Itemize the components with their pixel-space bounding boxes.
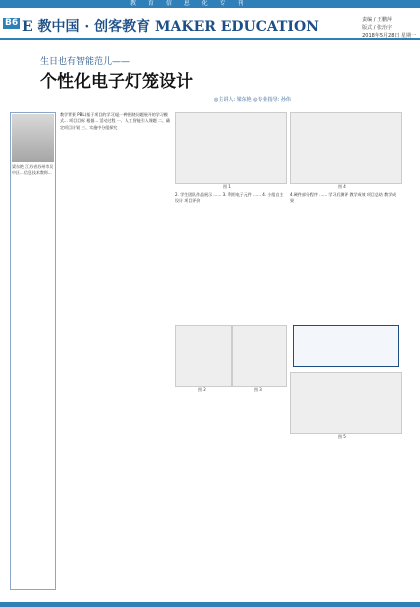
editor: 责编 / 王鹏萍 <box>362 17 392 23</box>
column-1: 教学背景 PBL(基于项目的学习)是一种围绕问题展开的学习模式... 项目目标 根据... 活动过程 一、人工智能引入课题 二、确定项目计划 三、实施中分组探究 <box>60 112 170 130</box>
figure-1 <box>175 112 287 184</box>
figure-5 <box>290 372 402 434</box>
page-number: B6 <box>5 18 19 28</box>
article-title: 个性化电子灯笼设计 <box>40 72 193 92</box>
header-info <box>362 16 416 40</box>
weekday: 星期一 <box>400 33 416 39</box>
band-title: 教 育 信 息 化 专 刊 <box>130 0 249 7</box>
figure-caption-3: 图 3 <box>254 387 262 392</box>
author-bio: 梁东艳 江苏省苏州市吴中区...信息技术教师... <box>12 164 54 175</box>
page-header <box>0 10 420 40</box>
bottom-band <box>0 602 420 607</box>
figure-2 <box>175 325 232 387</box>
article-subtitle: 生日也有智能范儿—— <box>40 57 131 67</box>
figure-caption-1: 图 1 <box>223 184 231 189</box>
column-2: 2. 学生团队作品展示 …… 3. 利用电子元件 …… 4. 小组自主设计 项目评价 <box>175 192 284 204</box>
code-box <box>293 325 399 367</box>
figure-3 <box>232 325 287 387</box>
byline: ◎主讲人: 梁东艳 ◎专业指导: 孙伟 <box>214 97 291 103</box>
author-photo <box>12 114 54 162</box>
figure-4 <box>290 112 402 184</box>
author-sidebar <box>10 112 56 590</box>
issue-date: 2018年5月28日 <box>362 33 400 39</box>
layout-editor: 版式 / 张治宇 <box>362 25 392 31</box>
column-3: 4.硬件部分程序 …… 学习后测评 教学成效 项目总结 教学成果 <box>290 192 397 204</box>
figure-caption-4: 图 4 <box>338 184 346 189</box>
figure-caption-2: 图 2 <box>198 387 206 392</box>
section-title: E 教中国 · 创客教育 MAKER EDUCATION <box>22 19 319 35</box>
article-title-block <box>40 54 193 92</box>
figure-caption-5: 图 5 <box>338 434 346 439</box>
